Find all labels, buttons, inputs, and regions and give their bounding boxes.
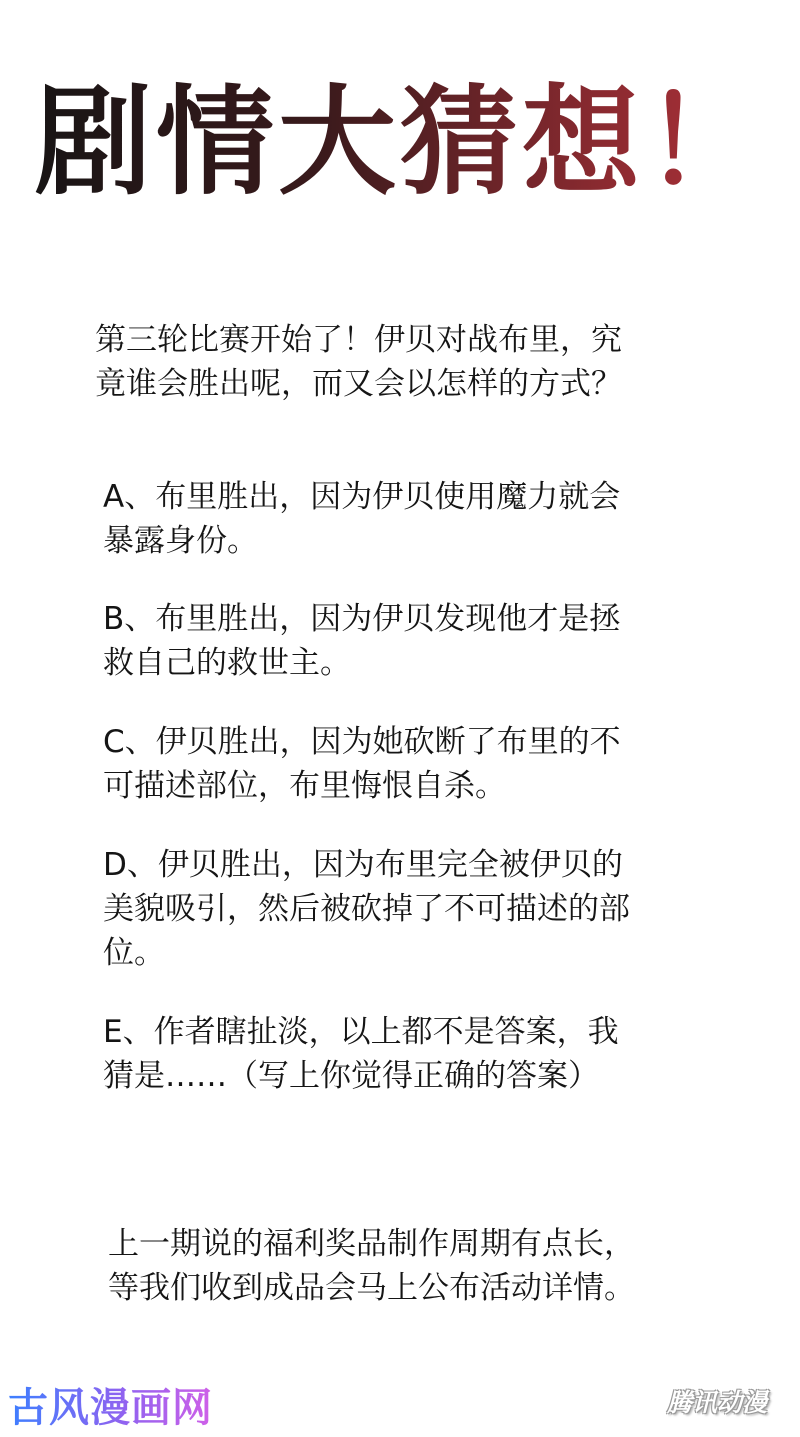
notice-paragraph bbox=[108, 1222, 635, 1310]
option-line: D、伊贝胜出，因为布里完全被伊贝的 bbox=[103, 847, 623, 883]
notice-line: 等我们收到成品会马上公布活动详情。 bbox=[108, 1270, 635, 1306]
watermark-logo-left: 古风漫画网 bbox=[8, 1382, 213, 1434]
intro-line: 竟谁会胜出呢，而又会以怎样的方式？ bbox=[95, 366, 622, 402]
option-c bbox=[103, 720, 621, 808]
option-line: E、作者瞎扯淡，以上都不是答案，我 bbox=[103, 1014, 619, 1050]
page-title: 剧情大猜想！ bbox=[0, 72, 800, 212]
intro-line: 第三轮比赛开始了！伊贝对战布里，究 bbox=[95, 322, 622, 358]
option-line: B、布里胜出，因为伊贝发现他才是拯 bbox=[103, 601, 621, 637]
option-e bbox=[103, 1010, 619, 1098]
option-line: 猜是……（写上你觉得正确的答案） bbox=[103, 1058, 599, 1094]
option-line: 美貌吸引，然后被砍掉了不可描述的部 bbox=[103, 891, 630, 927]
option-line: A、布里胜出，因为伊贝使用魔力就会 bbox=[103, 479, 621, 515]
intro-paragraph bbox=[95, 318, 622, 406]
option-line: 救自己的救世主。 bbox=[103, 645, 351, 681]
option-line: C、伊贝胜出，因为她砍断了布里的不 bbox=[103, 724, 621, 760]
option-b bbox=[103, 597, 620, 685]
option-line: 位。 bbox=[103, 935, 165, 971]
option-a bbox=[103, 475, 620, 563]
watermark-logo-right: 腾讯动漫 bbox=[666, 1388, 767, 1417]
option-line: 可描述部位，布里悔恨自杀。 bbox=[103, 768, 506, 804]
option-line: 暴露身份。 bbox=[103, 523, 258, 559]
notice-line: 上一期说的福利奖品制作周期有点长， bbox=[108, 1226, 635, 1262]
option-d bbox=[103, 843, 630, 975]
